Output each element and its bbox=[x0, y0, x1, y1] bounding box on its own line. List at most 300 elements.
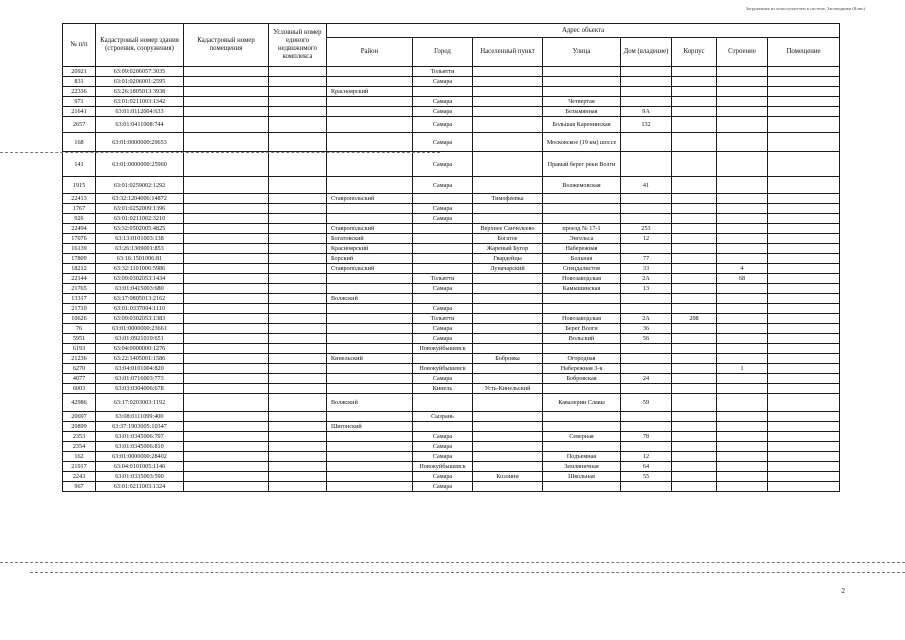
cell-conditional-number bbox=[269, 442, 327, 452]
table-row bbox=[63, 304, 840, 314]
cell-street bbox=[543, 194, 621, 204]
cell-house: 9А bbox=[621, 107, 672, 117]
cell-city: Тольятти bbox=[413, 314, 473, 324]
cell-building bbox=[717, 384, 768, 394]
cell-num: 1767 bbox=[63, 204, 96, 214]
cell-num: 21917 bbox=[63, 462, 96, 472]
cell-city: Самара bbox=[413, 334, 473, 344]
cell-corpus bbox=[672, 177, 717, 194]
cell-street bbox=[543, 77, 621, 87]
cell-settlement bbox=[473, 117, 543, 133]
header-address: Адрес объекта bbox=[327, 24, 840, 38]
cell-building bbox=[717, 194, 768, 204]
cell-corpus bbox=[672, 77, 717, 87]
cell-building-cadastral: 63:01:0259002:1292 bbox=[96, 177, 184, 194]
cell-room bbox=[768, 462, 840, 472]
cell-room-cadastral bbox=[184, 67, 269, 77]
cell-conditional-number bbox=[269, 214, 327, 224]
cell-city: Самара bbox=[413, 432, 473, 442]
cell-building bbox=[717, 442, 768, 452]
cell-street: Большая Каренинская bbox=[543, 117, 621, 133]
cell-building bbox=[717, 452, 768, 462]
header-house: Дом (владение) bbox=[621, 38, 672, 67]
cell-num: 967 bbox=[63, 482, 96, 492]
table-row bbox=[63, 77, 840, 87]
cell-corpus bbox=[672, 274, 717, 284]
cell-building-cadastral: 63:04:0000000:1276 bbox=[96, 344, 184, 354]
cell-building bbox=[717, 177, 768, 194]
cell-room-cadastral bbox=[184, 133, 269, 152]
cell-district bbox=[327, 482, 413, 492]
cell-city: Новокуйбышевск bbox=[413, 364, 473, 374]
cell-settlement: Бобровка bbox=[473, 354, 543, 364]
cell-city bbox=[413, 294, 473, 304]
cell-building-cadastral: 63:01:0921019:651 bbox=[96, 334, 184, 344]
cell-city: Самара bbox=[413, 77, 473, 87]
cell-building bbox=[717, 422, 768, 432]
cell-building bbox=[717, 374, 768, 384]
cell-city bbox=[413, 254, 473, 264]
cell-street: Кавалерии Славы bbox=[543, 394, 621, 412]
cell-corpus bbox=[672, 442, 717, 452]
cell-corpus bbox=[672, 482, 717, 492]
cell-street: Берег Волги bbox=[543, 324, 621, 334]
document-header-note: Загруженная из хозполучателем в системе, Заповедники (Клио) bbox=[745, 6, 865, 11]
register-sheet bbox=[62, 23, 839, 492]
cell-building bbox=[717, 152, 768, 177]
cell-settlement bbox=[473, 294, 543, 304]
cell-room bbox=[768, 152, 840, 177]
cell-building-cadastral: 63:17:0203003:1192 bbox=[96, 394, 184, 412]
cell-building bbox=[717, 97, 768, 107]
cell-num: 17076 bbox=[63, 234, 96, 244]
cell-building-cadastral: 63:01:0345006:810 bbox=[96, 442, 184, 452]
cell-district: Ставропольский bbox=[327, 224, 413, 234]
cell-house: 132 bbox=[621, 117, 672, 133]
cell-num: 2243 bbox=[63, 472, 96, 482]
cell-room-cadastral bbox=[184, 274, 269, 284]
cell-num: 42986 bbox=[63, 394, 96, 412]
cell-street bbox=[543, 422, 621, 432]
header-building-cadastral: Кадастровый номер здания (строения, сооружения) bbox=[96, 24, 184, 67]
cell-building-cadastral: 63:04:0101004:820 bbox=[96, 364, 184, 374]
cell-building bbox=[717, 462, 768, 472]
cell-building bbox=[717, 354, 768, 364]
cell-room bbox=[768, 374, 840, 384]
cell-city: Самара bbox=[413, 107, 473, 117]
cell-building-cadastral: 63:01:0206001:2595 bbox=[96, 77, 184, 87]
cell-city: Самара bbox=[413, 177, 473, 194]
cell-building-cadastral: 63:09:0302053:1434 bbox=[96, 274, 184, 284]
cell-building-cadastral: 63:01:0112004:633 bbox=[96, 107, 184, 117]
table-row bbox=[63, 344, 840, 354]
cell-city: Самара bbox=[413, 214, 473, 224]
table-row bbox=[63, 152, 840, 177]
cell-settlement bbox=[473, 364, 543, 374]
cell-room bbox=[768, 442, 840, 452]
cell-building bbox=[717, 77, 768, 87]
cell-room-cadastral bbox=[184, 284, 269, 294]
cell-settlement bbox=[473, 442, 543, 452]
cell-building: 1 bbox=[717, 364, 768, 374]
cell-room-cadastral bbox=[184, 214, 269, 224]
cell-house: 12 bbox=[621, 452, 672, 462]
cell-street bbox=[543, 344, 621, 354]
cell-street: Московское (19 км) шоссе bbox=[543, 133, 621, 152]
cell-building-cadastral: 63:01:0411008:744 bbox=[96, 117, 184, 133]
table-row bbox=[63, 384, 840, 394]
cell-building bbox=[717, 432, 768, 442]
cell-building bbox=[717, 482, 768, 492]
cell-conditional-number bbox=[269, 177, 327, 194]
cell-conditional-number bbox=[269, 294, 327, 304]
cell-room-cadastral bbox=[184, 177, 269, 194]
cell-room bbox=[768, 107, 840, 117]
cell-district: Волжский bbox=[327, 294, 413, 304]
cell-room-cadastral bbox=[184, 364, 269, 374]
cell-city: Тольятти bbox=[413, 67, 473, 77]
cell-street: Набережная 3-я bbox=[543, 364, 621, 374]
cell-building-cadastral: 63:01:0000000:28402 bbox=[96, 452, 184, 462]
cell-num: 10626 bbox=[63, 314, 96, 324]
cell-building bbox=[717, 87, 768, 97]
cell-corpus bbox=[672, 204, 717, 214]
cell-house bbox=[621, 354, 672, 364]
cell-city: Самара bbox=[413, 482, 473, 492]
cell-room bbox=[768, 304, 840, 314]
cell-conditional-number bbox=[269, 364, 327, 374]
cell-house bbox=[621, 97, 672, 107]
cell-building-cadastral: 63:01:0211003:1324 bbox=[96, 482, 184, 492]
cell-building bbox=[717, 234, 768, 244]
header-settlement: Населенный пункт bbox=[473, 38, 543, 67]
cell-district bbox=[327, 67, 413, 77]
cell-num: 2354 bbox=[63, 442, 96, 452]
table-row bbox=[63, 432, 840, 442]
cell-house bbox=[621, 294, 672, 304]
cell-house: 13 bbox=[621, 284, 672, 294]
cell-settlement bbox=[473, 97, 543, 107]
cell-num: 76 bbox=[63, 324, 96, 334]
cell-building bbox=[717, 344, 768, 354]
cell-district bbox=[327, 384, 413, 394]
cell-district bbox=[327, 152, 413, 177]
cell-building bbox=[717, 107, 768, 117]
cell-building bbox=[717, 412, 768, 422]
cell-city bbox=[413, 244, 473, 254]
cell-corpus bbox=[672, 344, 717, 354]
cell-district bbox=[327, 97, 413, 107]
cell-room-cadastral bbox=[184, 224, 269, 234]
cell-city: Самара bbox=[413, 117, 473, 133]
cell-room bbox=[768, 254, 840, 264]
cell-room bbox=[768, 452, 840, 462]
cell-conditional-number bbox=[269, 412, 327, 422]
cell-room bbox=[768, 482, 840, 492]
cell-city bbox=[413, 234, 473, 244]
cell-room bbox=[768, 294, 840, 304]
cell-building-cadastral: 63:03:0304006:678 bbox=[96, 384, 184, 394]
cell-room-cadastral bbox=[184, 452, 269, 462]
cell-corpus bbox=[672, 334, 717, 344]
table-row bbox=[63, 334, 840, 344]
cell-street: Камышинская bbox=[543, 284, 621, 294]
cell-street: Вольский bbox=[543, 334, 621, 344]
cell-conditional-number bbox=[269, 194, 327, 204]
cell-city: Самара bbox=[413, 452, 473, 462]
cell-corpus bbox=[672, 214, 717, 224]
cell-num: 6270 bbox=[63, 364, 96, 374]
cell-district bbox=[327, 77, 413, 87]
cell-building bbox=[717, 254, 768, 264]
cell-room-cadastral bbox=[184, 374, 269, 384]
table-row bbox=[63, 354, 840, 364]
cell-conditional-number bbox=[269, 452, 327, 462]
cell-room bbox=[768, 224, 840, 234]
cell-street: Подъемная bbox=[543, 452, 621, 462]
cell-district: Богатовский bbox=[327, 234, 413, 244]
cell-settlement bbox=[473, 87, 543, 97]
cell-settlement bbox=[473, 177, 543, 194]
cell-num: 17809 bbox=[63, 254, 96, 264]
cell-street bbox=[543, 412, 621, 422]
cell-city: Самара bbox=[413, 442, 473, 452]
cell-street: Четвертая bbox=[543, 97, 621, 107]
cell-corpus bbox=[672, 304, 717, 314]
cell-corpus bbox=[672, 67, 717, 77]
cell-city bbox=[413, 194, 473, 204]
cell-street bbox=[543, 214, 621, 224]
cell-conditional-number bbox=[269, 304, 327, 314]
cell-settlement bbox=[473, 482, 543, 492]
cell-settlement: Верхнее Санчелеево bbox=[473, 224, 543, 234]
cell-corpus bbox=[672, 354, 717, 364]
table-row bbox=[63, 294, 840, 304]
cell-num: 2353 bbox=[63, 432, 96, 442]
cell-house bbox=[621, 214, 672, 224]
cell-room bbox=[768, 204, 840, 214]
cell-house: 24 bbox=[621, 374, 672, 384]
cell-num: 2657 bbox=[63, 117, 96, 133]
cell-room bbox=[768, 344, 840, 354]
cell-num: 926 bbox=[63, 214, 96, 224]
cell-room-cadastral bbox=[184, 334, 269, 344]
cell-conditional-number bbox=[269, 234, 327, 244]
table-row bbox=[63, 364, 840, 374]
header-corpus: Корпус bbox=[672, 38, 717, 67]
cell-city: Самара bbox=[413, 133, 473, 152]
cell-conditional-number bbox=[269, 394, 327, 412]
cell-corpus bbox=[672, 194, 717, 204]
cell-city bbox=[413, 394, 473, 412]
cell-building bbox=[717, 284, 768, 294]
cell-settlement bbox=[473, 284, 543, 294]
cell-conditional-number bbox=[269, 384, 327, 394]
cell-street: Новозаводская bbox=[543, 274, 621, 284]
cell-room-cadastral bbox=[184, 472, 269, 482]
cell-building: 68 bbox=[717, 274, 768, 284]
cell-house bbox=[621, 344, 672, 354]
cell-city: Новокуйбышевск bbox=[413, 462, 473, 472]
cell-room bbox=[768, 133, 840, 152]
cell-street: проезд № 17-1 bbox=[543, 224, 621, 234]
cell-city: Самара bbox=[413, 374, 473, 384]
cell-corpus bbox=[672, 97, 717, 107]
cell-city bbox=[413, 87, 473, 97]
cell-district bbox=[327, 432, 413, 442]
cell-room bbox=[768, 432, 840, 442]
cell-building-cadastral: 63:08:0111099:400 bbox=[96, 412, 184, 422]
cell-district bbox=[327, 314, 413, 324]
cell-house bbox=[621, 194, 672, 204]
cell-room bbox=[768, 97, 840, 107]
cell-num: 21710 bbox=[63, 304, 96, 314]
header-room: Помещение bbox=[768, 38, 840, 67]
cell-corpus bbox=[672, 87, 717, 97]
cell-corpus bbox=[672, 117, 717, 133]
table-row bbox=[63, 264, 840, 274]
cell-room-cadastral bbox=[184, 462, 269, 472]
cell-conditional-number bbox=[269, 482, 327, 492]
scan-artifact-line bbox=[30, 572, 905, 573]
cell-building-cadastral: 63:26:1805013:3938 bbox=[96, 87, 184, 97]
cell-corpus bbox=[672, 234, 717, 244]
cell-city: Самара bbox=[413, 204, 473, 214]
cell-building-cadastral: 63:01:0337004:1110 bbox=[96, 304, 184, 314]
cell-corpus bbox=[672, 432, 717, 442]
cell-district bbox=[327, 442, 413, 452]
cell-house: 77 bbox=[621, 254, 672, 264]
cell-street: Земляничная bbox=[543, 462, 621, 472]
cell-district bbox=[327, 374, 413, 384]
cell-conditional-number bbox=[269, 77, 327, 87]
header-room-cadastral: Кадастровый номер помещения bbox=[184, 24, 269, 67]
cell-corpus bbox=[672, 384, 717, 394]
cell-conditional-number bbox=[269, 133, 327, 152]
cell-conditional-number bbox=[269, 354, 327, 364]
cell-room bbox=[768, 324, 840, 334]
cell-city bbox=[413, 354, 473, 364]
cell-room-cadastral bbox=[184, 264, 269, 274]
table-row bbox=[63, 244, 840, 254]
cell-conditional-number bbox=[269, 432, 327, 442]
cell-settlement: Гвардейцы bbox=[473, 254, 543, 264]
cell-city: Самара bbox=[413, 97, 473, 107]
cell-street: Правый берег реки Волги bbox=[543, 152, 621, 177]
cell-settlement bbox=[473, 344, 543, 354]
cell-house: 55 bbox=[621, 472, 672, 482]
cell-conditional-number bbox=[269, 284, 327, 294]
cell-street bbox=[543, 482, 621, 492]
cell-num: 971 bbox=[63, 97, 96, 107]
cell-conditional-number bbox=[269, 107, 327, 117]
cell-num: 16139 bbox=[63, 244, 96, 254]
cell-corpus bbox=[672, 264, 717, 274]
cell-conditional-number bbox=[269, 274, 327, 284]
table-row bbox=[63, 422, 840, 432]
cell-house: 59 bbox=[621, 394, 672, 412]
cell-district bbox=[327, 177, 413, 194]
cell-street bbox=[543, 294, 621, 304]
cell-city: Самара bbox=[413, 324, 473, 334]
cell-room-cadastral bbox=[184, 97, 269, 107]
cell-city: Самара bbox=[413, 472, 473, 482]
cell-room bbox=[768, 394, 840, 412]
cell-room bbox=[768, 87, 840, 97]
cell-building bbox=[717, 133, 768, 152]
header-street: Улица bbox=[543, 38, 621, 67]
cell-street bbox=[543, 304, 621, 314]
cell-corpus: 208 bbox=[672, 314, 717, 324]
table-row bbox=[63, 133, 840, 152]
register-body bbox=[63, 67, 840, 492]
cell-settlement bbox=[473, 412, 543, 422]
cell-street: Набережная bbox=[543, 244, 621, 254]
cell-building-cadastral: 63:01:0415003:680 bbox=[96, 284, 184, 294]
cell-district bbox=[327, 412, 413, 422]
cell-building-cadastral: 63:17:0805013:2162 bbox=[96, 294, 184, 304]
cell-building-cadastral: 63:32:1204006:14872 bbox=[96, 194, 184, 204]
cell-building bbox=[717, 224, 768, 234]
cell-conditional-number bbox=[269, 97, 327, 107]
cell-num: 20697 bbox=[63, 412, 96, 422]
scan-artifact-line bbox=[0, 152, 440, 153]
cell-settlement bbox=[473, 314, 543, 324]
cell-settlement bbox=[473, 432, 543, 442]
cell-house bbox=[621, 133, 672, 152]
cell-room bbox=[768, 284, 840, 294]
cell-district: Ставропольский bbox=[327, 264, 413, 274]
cell-corpus bbox=[672, 224, 717, 234]
cell-street: Энгельса bbox=[543, 234, 621, 244]
header-building: Строение bbox=[717, 38, 768, 67]
cell-city: Новокуйбышевск bbox=[413, 344, 473, 354]
cell-district bbox=[327, 462, 413, 472]
cell-street bbox=[543, 204, 621, 214]
cell-street: Спецдалистов bbox=[543, 264, 621, 274]
cell-room bbox=[768, 364, 840, 374]
cell-district: Кинельский bbox=[327, 354, 413, 364]
cell-street bbox=[543, 384, 621, 394]
cell-district bbox=[327, 472, 413, 482]
cell-num: 6003 bbox=[63, 384, 96, 394]
cell-num: 831 bbox=[63, 77, 96, 87]
cell-building-cadastral: 63:13:0101003:138 bbox=[96, 234, 184, 244]
cell-building-cadastral: 63:01:0000000:23661 bbox=[96, 324, 184, 334]
cell-room-cadastral bbox=[184, 482, 269, 492]
cell-room bbox=[768, 177, 840, 194]
cell-room bbox=[768, 234, 840, 244]
cell-room-cadastral bbox=[184, 314, 269, 324]
table-row bbox=[63, 412, 840, 422]
cell-building-cadastral: 63:01:0211003:1342 bbox=[96, 97, 184, 107]
cell-settlement bbox=[473, 152, 543, 177]
cell-building bbox=[717, 334, 768, 344]
cell-building bbox=[717, 394, 768, 412]
cell-building-cadastral: 63:26:1309001:853 bbox=[96, 244, 184, 254]
cell-num: 5951 bbox=[63, 334, 96, 344]
cell-district: Красноярский bbox=[327, 87, 413, 97]
cell-conditional-number bbox=[269, 224, 327, 234]
cell-conditional-number bbox=[269, 152, 327, 177]
table-row bbox=[63, 234, 840, 244]
cell-settlement bbox=[473, 304, 543, 314]
page-number: 2 bbox=[841, 587, 845, 595]
cell-building-cadastral: 63:01:0252009:1396 bbox=[96, 204, 184, 214]
cell-district bbox=[327, 334, 413, 344]
cell-corpus bbox=[672, 472, 717, 482]
cell-house bbox=[621, 304, 672, 314]
